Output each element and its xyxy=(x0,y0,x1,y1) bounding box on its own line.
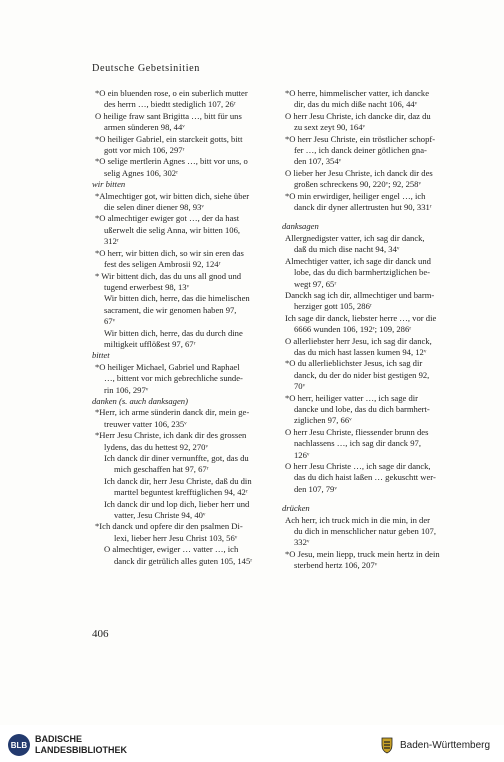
index-entry-line: Danckh sag ich dir, allmechtiger und barm- xyxy=(285,289,435,300)
section-keyword: danksagen xyxy=(282,221,319,232)
index-entry-line: sterbend hertz 106, 207ᵛ xyxy=(294,560,378,571)
index-entry-line: Wir bitten dich, herre, das die himelischen xyxy=(104,293,250,304)
index-entry-line: 332ᵛ xyxy=(294,537,310,548)
index-entry-line: *Ich danck und opfere dir den psalmen Di- xyxy=(95,521,243,532)
state-name[interactable]: Baden-Württemberg xyxy=(400,740,491,751)
index-entry-line: sacrament, die wir genomen haben 97, xyxy=(104,304,237,315)
section-keyword: danken (s. auch danksagen) xyxy=(92,395,188,406)
index-entry-line: das du dich haist laßen … gekuschtt wer- xyxy=(294,472,436,483)
index-entry-line: fer …, ich danck deiner götlichen gna- xyxy=(294,145,427,156)
index-entry-line: mich geschaffen hat 97, 67ʳ xyxy=(114,464,209,475)
index-entry-line: *O selige mertlerin Agnes …, bitt vor uns, o xyxy=(95,156,248,167)
index-entry-line: rin 106, 297ᵛ xyxy=(104,384,149,395)
index-entry-line: großen schreckens 90, 220ᵛ; 92, 258ᵛ xyxy=(294,179,422,190)
left-column xyxy=(92,88,267,567)
index-entry-line: …, bittent vor mich gebrechliche sunde- xyxy=(104,373,243,384)
index-entry-line: 126ᵛ xyxy=(294,449,310,460)
page-number: 406 xyxy=(92,628,109,640)
index-entry-line: 70ᵛ xyxy=(294,381,306,392)
index-entry-line: *O heiliger Michael, Gabriel und Raphael xyxy=(95,361,240,372)
index-entry-line: marttel beguntest krefftiglichen 94, 42ʳ xyxy=(114,487,248,498)
index-entry-line: *Herr Jesu Christe, ich dank dir des grossen xyxy=(95,430,247,441)
index-entry-line: dancke und lobe, das du dich barmhert- xyxy=(294,403,430,414)
index-entry-line: *O herr, heiliger vatter …, ich sage dir xyxy=(285,392,419,403)
index-entry-line: *O almechtiger ewiger got …, der da hast xyxy=(95,213,240,224)
index-entry-line: Ich danck dir und lop dich, lieber herr und xyxy=(104,498,250,509)
index-entry-line: O herr Jesu Christe, ich dancke dir, daz du xyxy=(285,110,431,121)
index-entry-line: danck dir getrülich alles guten 105, 145ʳ xyxy=(114,555,253,566)
index-entry-line: *O herr Jesu Christe, ein tröstlicher schopf- xyxy=(285,133,436,144)
index-entry-line: daß du mich dise nacht 94, 34ᵛ xyxy=(294,244,400,255)
index-entry-line: Allergnedigster vatter, ich sag dir danck, xyxy=(285,232,425,243)
index-entry-line: Ich danck dir, herr Jesu Christe, daß du din xyxy=(104,475,252,486)
index-entry-line: fest des seligen Ambrosii 92, 124ʳ xyxy=(104,259,221,270)
index-entry-line: Almechtiger vatter, ich sage dir danck und xyxy=(285,255,431,266)
library-name-line2: LANDESBIBLIOTHEK xyxy=(35,745,127,755)
index-entry-line: O almechtiger, ewiger … vatter …, ich xyxy=(104,544,239,555)
index-entry-line: *O Jesu, mein liepp, truck mein hertz in dein xyxy=(285,548,440,559)
index-entry-line: 67ᵛ xyxy=(104,316,116,327)
index-entry-line: O heilige fraw sant Brigitta …, bitt für uns xyxy=(95,110,242,121)
index-entry-line: Ach herr, ich truck mich in die min, in der xyxy=(285,514,430,525)
index-entry-line: *O herr, wir bitten dich, so wir sin eren das xyxy=(95,247,244,258)
running-title: Deutsche Gebetsinitien xyxy=(92,63,200,74)
index-entry-line: miltigkeit ufflößest 97, 67ʳ xyxy=(104,338,196,349)
index-entry-line: wegt 97, 65ʳ xyxy=(294,278,337,289)
index-entry-line: O lieber her Jesu Christe, ich danck dir des xyxy=(285,167,433,178)
library-name xyxy=(35,734,127,756)
index-entry-line: ziglichen 97, 66ᵛ xyxy=(294,415,352,426)
index-entry-line: lexi, lieber herr Jesu Christ 103, 56ᵛ xyxy=(114,532,238,543)
index-entry-line: * Wir bittent dich, das du uns all gnod und xyxy=(95,270,242,281)
library-name-line1: BADISCHE xyxy=(35,734,83,744)
index-entry-line: herziger gott 105, 286ʳ xyxy=(294,301,372,312)
index-entry-line: danck, du der do nider bist gestigen 92, xyxy=(294,369,430,380)
index-entry-line: vatter, Jesu Christe 94, 40ᵛ xyxy=(114,510,206,521)
index-entry-line: ußerwelt die selig Anna, wir bitten 106, xyxy=(104,224,241,235)
index-entry-line: den 107, 79ᵛ xyxy=(294,483,337,494)
index-entry-line: *O du allerlieblichster Jesus, ich sag dir xyxy=(285,358,423,369)
index-entry-line: tugend erwerbest 98, 13ᵛ xyxy=(104,281,190,292)
index-entry-line: O herr Jesu Christe …, ich sage dir danck, xyxy=(285,461,431,471)
index-entry-line: dir, das du mich diße nacht 106, 44ᵛ xyxy=(294,99,418,110)
index-entry-line: lydens, das du hettest 92, 270ᵛ xyxy=(104,441,208,452)
blb-logo-icon[interactable]: BLB xyxy=(8,734,30,756)
index-entry-line: *O min erwirdiger, heiliger engel …, ich xyxy=(285,190,426,201)
index-entry-line: armen sünderen 98, 44ᵛ xyxy=(104,122,185,133)
right-column xyxy=(282,88,460,572)
index-entry-line: *O heiliger Gabriel, ein starckeit gotts, bitt xyxy=(95,133,243,144)
section-keyword: bittet xyxy=(92,350,110,361)
index-entry-line: danck dir dyner allertrusten hut 90, 331ʳ xyxy=(294,202,432,213)
index-entry-line: die selen diner diener 98, 93ᵛ xyxy=(104,202,204,213)
index-entry-line: O allerliebster herr Jesu, ich sag dir danck, xyxy=(285,335,432,346)
state-coat-of-arms-icon[interactable] xyxy=(378,736,396,754)
index-entry-line: *Almechtiger got, wir bitten dich, siehe über xyxy=(95,190,250,201)
index-entry-line: 312ʳ xyxy=(104,236,119,247)
index-entry-line: lobe, das du dich barmhertziglichen be- xyxy=(294,267,431,278)
index-entry-line: treuwer vatter 106, 235ᵛ xyxy=(104,418,187,429)
index-entry-line: den 107, 354ᵛ xyxy=(294,156,342,167)
index-entry-line: 6666 wunden 106, 192ʳ; 109, 286ʳ xyxy=(294,324,412,335)
section-keyword: drücken xyxy=(282,503,310,514)
index-entry-line: Wir bitten dich, herre, das du durch dine xyxy=(104,327,243,338)
index-entry-line: Ich danck dir diner vernunffte, got, das du xyxy=(104,453,249,463)
index-entry-line: du dich in menschlicher natur geben 107, xyxy=(294,526,436,537)
index-entry-line: O herr Jesu Christe, fliessender brunn des xyxy=(285,426,429,437)
index-entry-line: *O herre, himmelischer vatter, ich dancke xyxy=(285,88,430,98)
index-entry-line: Ich sage dir danck, liebster herre …, vor die xyxy=(285,312,437,323)
index-entry-line: nachlassens …, ich sag dir danck 97, xyxy=(294,438,421,449)
index-entry-line: des herrn …, biedtt stediglich 107, 26ʳ xyxy=(104,99,236,110)
index-entry-line: zu sext zeyt 90, 164ᵛ xyxy=(294,122,366,133)
index-entry-line: *Herr, ich arme sünderin danck dir, mein ge- xyxy=(95,407,250,418)
section-keyword: wir bitten xyxy=(92,179,126,190)
index-entry-line: das du mich hast lassen kumen 94, 12ᵛ xyxy=(294,346,427,357)
index-entry-line: *O ein bluenden rose, o ein suberlich mutter xyxy=(95,88,248,98)
index-entry-line: gott vor mich 106, 297ʳ xyxy=(104,145,185,156)
index-entry-line: selig Agnes 106, 302ʳ xyxy=(104,167,178,178)
